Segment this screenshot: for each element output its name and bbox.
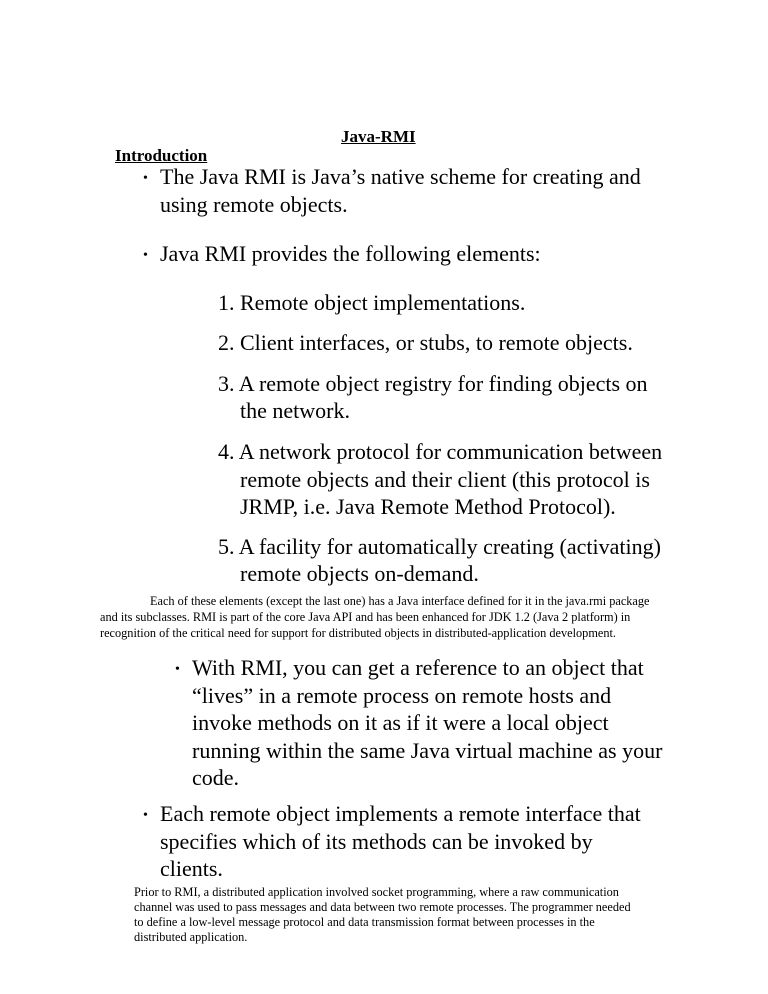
bullet-text: running within the same Java virtual machine as your (192, 738, 663, 763)
numbered-item: remote objects and their client (this protocol is (240, 467, 650, 492)
bullet-text: invoke methods on it as if it were a local object (192, 710, 609, 735)
bullet-text: using remote objects. (160, 192, 348, 217)
note-paragraph: Each of these elements (except the last one) has a Java interface defined for it in the java.rmi package (150, 594, 650, 608)
bullet-text: Each remote object implements a remote interface that (160, 801, 641, 826)
note-paragraph: recognition of the critical need for support for distributed objects in distributed-application development. (100, 626, 616, 640)
numbered-item: JRMP, i.e. Java Remote Method Protocol). (240, 494, 616, 519)
bullet-text: code. (192, 765, 240, 790)
section-heading: Introduction (115, 146, 208, 165)
bullet-icon: • (175, 662, 180, 677)
bullet-icon: • (143, 171, 148, 186)
numbered-item: 3. A remote object registry for finding objects on (218, 371, 648, 396)
numbered-item: remote objects on-demand. (240, 561, 479, 586)
bullet-text: The Java RMI is Java’s native scheme for creating and (160, 164, 641, 189)
bullet-icon: • (143, 248, 148, 263)
page-title: Java-RMI (341, 127, 416, 146)
note-paragraph: distributed application. (134, 930, 248, 944)
bullet-text: With RMI, you can get a reference to an object that (192, 655, 644, 680)
numbered-item: 5. A facility for automatically creating (activating) (218, 534, 661, 559)
numbered-item: the network. (240, 398, 350, 423)
note-paragraph: to define a low-level message protocol and data transmission format between processes in the (134, 915, 595, 929)
note-paragraph: and its subclasses. RMI is part of the core Java API and has been enhanced for JDK 1.2 (Java 2 platform) in (100, 610, 631, 624)
bullet-text: specifies which of its methods can be invoked by (160, 829, 593, 854)
note-paragraph: channel was used to pass messages and data between two remote processes. The programmer needed (134, 900, 631, 914)
bullet-icon: • (143, 808, 148, 823)
numbered-item: 4. A network protocol for communication between (218, 439, 663, 464)
bullet-text: clients. (160, 856, 223, 881)
numbered-item: 1. Remote object implementations. (218, 290, 526, 315)
note-paragraph: Prior to RMI, a distributed application involved socket programming, where a raw communication (134, 885, 619, 899)
numbered-item: 2. Client interfaces, or stubs, to remote objects. (218, 330, 633, 355)
bullet-text: Java RMI provides the following elements: (160, 241, 541, 266)
bullet-text: “lives” in a remote process on remote hosts and (192, 683, 612, 708)
